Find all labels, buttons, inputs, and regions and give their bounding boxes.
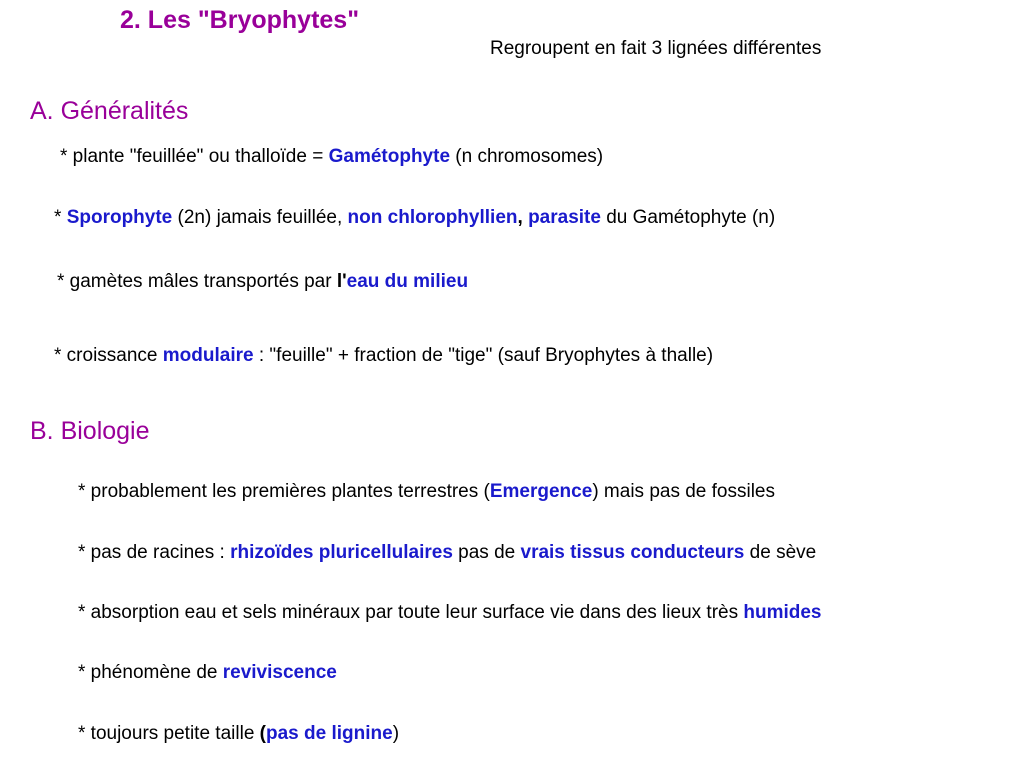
bullet-gametes bbox=[57, 271, 468, 293]
slide-title: 2. Les "Bryophytes" bbox=[120, 6, 360, 34]
highlight-term: modulaire bbox=[162, 345, 254, 366]
highlight-term: vrais tissus conducteurs bbox=[520, 542, 745, 563]
bullet-text: * bbox=[54, 207, 67, 228]
highlight-term: pas de lignine bbox=[266, 723, 393, 744]
bullet-racines bbox=[78, 542, 816, 564]
bullet-petite-taille bbox=[78, 723, 399, 745]
highlight-term: Sporophyte bbox=[66, 207, 173, 228]
bold-punctuation: , bbox=[517, 207, 523, 228]
bullet-text: * pas de racines : bbox=[78, 542, 231, 563]
highlight-term: eau du milieu bbox=[346, 271, 469, 292]
highlight-term: humides bbox=[743, 602, 822, 623]
bullet-croissance bbox=[54, 345, 713, 367]
bullet-reviviscence bbox=[78, 662, 337, 684]
slide-subtitle: Regroupent en fait 3 lignées différentes bbox=[490, 38, 822, 59]
bullet-text: ) bbox=[392, 723, 400, 744]
bullet-text: ) mais pas de fossiles bbox=[592, 481, 775, 502]
bullet-text: : "feuille" + fraction de "tige" (sauf Bryophytes à thalle) bbox=[253, 345, 714, 366]
bullet-text: * probablement les premières plantes terrestres ( bbox=[78, 481, 490, 502]
highlight-term: parasite bbox=[528, 207, 601, 228]
bullet-absorption bbox=[78, 602, 822, 624]
bold-paren: ( bbox=[259, 723, 266, 744]
highlight-term: Gamétophyte bbox=[328, 146, 451, 167]
highlight-term: non chlorophyllien bbox=[347, 207, 518, 228]
bullet-text: de sève bbox=[744, 542, 817, 563]
bullet-gametophyte bbox=[60, 146, 603, 168]
bullet-text: (2n) jamais feuillée, bbox=[172, 207, 348, 228]
bullet-text: (n chromosomes) bbox=[450, 146, 604, 167]
section-heading-generalites: A. Généralités bbox=[30, 97, 189, 125]
bullet-text: pas de bbox=[452, 542, 521, 563]
bullet-text: * plante "feuillée" ou thalloïde = bbox=[60, 146, 329, 167]
bullet-sporophyte bbox=[54, 207, 775, 229]
bullet-text: du Gamétophyte (n) bbox=[600, 207, 776, 228]
bullet-text: * toujours petite taille bbox=[78, 723, 260, 744]
bullet-text: * gamètes mâles transportés par bbox=[57, 271, 337, 292]
bullet-text: * absorption eau et sels minéraux par toute leur surface vie dans des lieux très bbox=[78, 602, 744, 623]
bullet-text: * phénomène de bbox=[78, 662, 223, 683]
bullet-premieres-plantes bbox=[78, 481, 775, 503]
highlight-term: rhizoïdes pluricellulaires bbox=[230, 542, 453, 563]
highlight-term: reviviscence bbox=[222, 662, 337, 683]
bullet-text: * croissance bbox=[54, 345, 163, 366]
highlight-term: Emergence bbox=[489, 481, 593, 502]
section-heading-biologie: B. Biologie bbox=[30, 417, 150, 445]
bold-article: l' bbox=[336, 271, 347, 292]
